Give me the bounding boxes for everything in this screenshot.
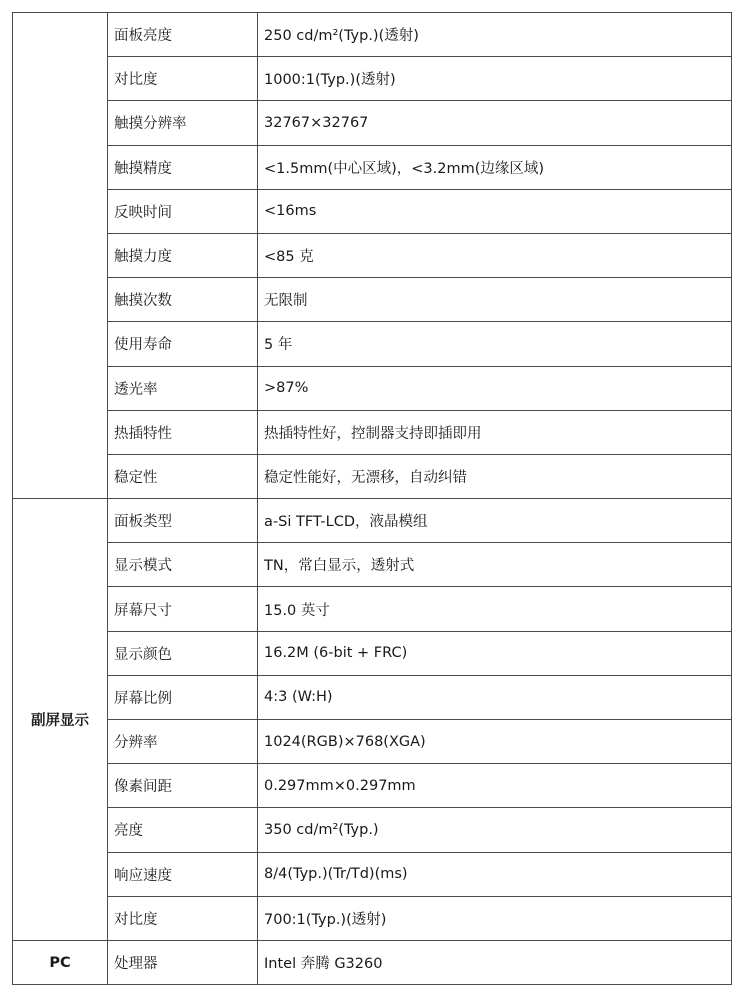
table-row	[13, 410, 732, 454]
table-row	[13, 145, 732, 189]
spec-item: 触摸力度	[108, 233, 258, 277]
spec-item: 对比度	[108, 57, 258, 101]
spec-value: 1000:1(Typ.)(透射)	[258, 57, 732, 101]
spec-item: 面板亮度	[108, 13, 258, 57]
table-row	[13, 454, 732, 498]
table-row	[13, 896, 732, 940]
spec-value: a-Si TFT-LCD，液晶模组	[258, 499, 732, 543]
spec-value: 0.297mm×0.297mm	[258, 764, 732, 808]
spec-item: 像素间距	[108, 764, 258, 808]
spec-value: Intel 奔腾 G3260	[258, 940, 732, 984]
spec-item: 亮度	[108, 808, 258, 852]
spec-value: 8/4(Typ.)(Tr/Td)(ms)	[258, 852, 732, 896]
spec-item: 对比度	[108, 896, 258, 940]
spec-value: 250 cd/m²(Typ.)(透射)	[258, 13, 732, 57]
table-row	[13, 808, 732, 852]
category-cell	[13, 13, 108, 499]
spec-item: 分辨率	[108, 720, 258, 764]
spec-item: 触摸分辨率	[108, 101, 258, 145]
table-row	[13, 852, 732, 896]
table-row	[13, 940, 732, 984]
spec-value: 无限制	[258, 278, 732, 322]
table-row	[13, 13, 732, 57]
spec-table	[12, 12, 732, 985]
table-row	[13, 499, 732, 543]
category-cell: PC	[13, 940, 108, 984]
spec-item: 透光率	[108, 366, 258, 410]
spec-item: 稳定性	[108, 454, 258, 498]
spec-item: 显示模式	[108, 543, 258, 587]
table-row	[13, 631, 732, 675]
spec-value: 15.0 英寸	[258, 587, 732, 631]
spec-item: 反映时间	[108, 189, 258, 233]
spec-value: 16.2M (6-bit + FRC)	[258, 631, 732, 675]
spec-item: 处理器	[108, 940, 258, 984]
spec-value: 1024(RGB)×768(XGA)	[258, 720, 732, 764]
spec-item: 屏幕比例	[108, 675, 258, 719]
spec-value: 350 cd/m²(Typ.)	[258, 808, 732, 852]
table-row	[13, 322, 732, 366]
table-row	[13, 189, 732, 233]
spec-value: TN，常白显示，透射式	[258, 543, 732, 587]
spec-item: 热插特性	[108, 410, 258, 454]
spec-item: 响应速度	[108, 852, 258, 896]
table-row	[13, 278, 732, 322]
spec-item: 显示颜色	[108, 631, 258, 675]
table-row	[13, 764, 732, 808]
spec-item: 触摸精度	[108, 145, 258, 189]
spec-item: 使用寿命	[108, 322, 258, 366]
spec-table-body	[13, 13, 732, 985]
spec-value: 5 年	[258, 322, 732, 366]
spec-value: <1.5mm(中心区域)，<3.2mm(边缘区域)	[258, 145, 732, 189]
spec-value: 4:3 (W:H)	[258, 675, 732, 719]
spec-item: 触摸次数	[108, 278, 258, 322]
table-row	[13, 587, 732, 631]
spec-value: 700:1(Typ.)(透射)	[258, 896, 732, 940]
table-row	[13, 366, 732, 410]
table-row	[13, 720, 732, 764]
spec-value: 热插特性好，控制器支持即插即用	[258, 410, 732, 454]
spec-value: 稳定性能好，无漂移，自动纠错	[258, 454, 732, 498]
table-row	[13, 57, 732, 101]
spec-item: 屏幕尺寸	[108, 587, 258, 631]
category-cell: 副屏显示	[13, 499, 108, 941]
table-row	[13, 543, 732, 587]
table-row	[13, 101, 732, 145]
table-row	[13, 675, 732, 719]
spec-value: 32767×32767	[258, 101, 732, 145]
spec-item: 面板类型	[108, 499, 258, 543]
table-row	[13, 233, 732, 277]
spec-value: <85 克	[258, 233, 732, 277]
spec-value: <16ms	[258, 189, 732, 233]
spec-value: >87%	[258, 366, 732, 410]
